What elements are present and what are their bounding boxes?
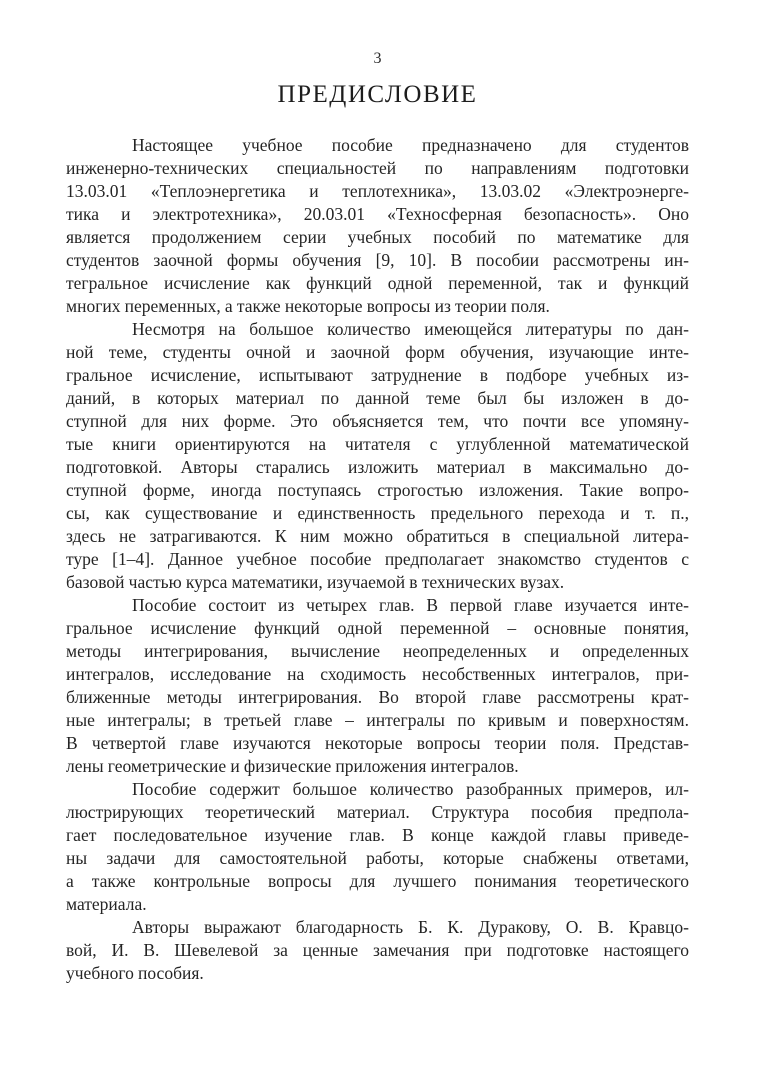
text-line: здесь не затрагиваются. К ним можно обратиться в специальной литера- bbox=[66, 526, 689, 546]
text-line: подготовкой. Авторы старались изложить материал в максимально до- bbox=[66, 457, 689, 477]
text-line: В четвертой главе изучаются некоторые вопросы теории поля. Представ- bbox=[66, 733, 689, 753]
page-number: 3 bbox=[373, 50, 382, 67]
document-body bbox=[66, 134, 689, 985]
paragraph bbox=[66, 134, 689, 318]
text-line: ближенные методы интегрирования. Во второй главе рассмотрены крат- bbox=[66, 687, 689, 707]
text-line: ступной для них форме. Это объясняется тем, что почти все упомяну- bbox=[66, 411, 689, 431]
text-line: ступной форме, иногда поступаясь строгостью изложения. Такие вопро- bbox=[66, 480, 689, 500]
text-line: тегральное исчисление как функций одной переменной, так и функций bbox=[66, 273, 689, 293]
text-line: Пособие содержит большое количество разобранных примеров, ил- bbox=[132, 779, 689, 799]
text-line: сы, как существование и единственность предельного перехода и т. п., bbox=[66, 503, 689, 523]
text-line: гральное исчисление, испытывают затруднение в подборе учебных из- bbox=[66, 365, 689, 385]
text-line: студентов заочной формы обучения [9, 10]. В пособии рассмотрены ин- bbox=[66, 250, 689, 270]
text-line: а также контрольные вопросы для лучшего понимания теоретического bbox=[66, 871, 689, 891]
text-line: вой, И. В. Шевелевой за ценные замечания при подготовке настоящего bbox=[66, 940, 689, 960]
text-line: ны задачи для самостоятельной работы, которые снабжены ответами, bbox=[66, 848, 689, 868]
paragraph bbox=[66, 318, 689, 594]
text-line: многих переменных, а также некоторые вопросы из теории поля. bbox=[66, 296, 550, 316]
text-line: туре [1–4]. Данное учебное пособие предполагает знакомство студентов с bbox=[66, 549, 689, 569]
text-line: даний, в которых материал по данной теме был бы изложен в до- bbox=[66, 388, 689, 408]
text-line: Настоящее учебное пособие предназначено для студентов bbox=[132, 135, 689, 155]
text-line: учебного пособия. bbox=[66, 963, 204, 983]
text-line: ной теме, студенты очной и заочной форм обучения, изучающие инте- bbox=[66, 342, 689, 362]
text-line: Пособие состоит из четырех глав. В первой главе изучается инте- bbox=[132, 595, 689, 615]
paragraph bbox=[66, 594, 689, 778]
text-line: гает последовательное изучение глав. В конце каждой главы приведе- bbox=[66, 825, 689, 845]
text-line: инженерно-технических специальностей по направлениям подготовки bbox=[66, 158, 689, 178]
text-line: Авторы выражают благодарность Б. К. Дуракову, О. В. Кравцо- bbox=[132, 917, 689, 937]
text-line: ные интегралы; в третьей главе – интегралы по кривым и поверхностям. bbox=[66, 710, 689, 730]
text-line: интегралов, исследование на сходимость несобственных интегралов, при- bbox=[66, 664, 689, 684]
text-line: лены геометрические и физические приложения интегралов. bbox=[66, 756, 519, 776]
text-line: 13.03.01 «Теплоэнергетика и теплотехника», 13.03.02 «Электроэнерге- bbox=[66, 181, 689, 201]
text-line: Несмотря на большое количество имеющейся литературы по дан- bbox=[132, 319, 689, 339]
page-title: ПРЕДИСЛОВИЕ bbox=[277, 81, 478, 108]
text-line: гральное исчисление функций одной переменной – основные понятия, bbox=[66, 618, 689, 638]
text-line: тика и электротехника», 20.03.01 «Техносферная безопасность». Оно bbox=[66, 204, 689, 224]
text-line: является продолжением серии учебных пособий по математике для bbox=[66, 227, 689, 247]
paragraph bbox=[66, 916, 689, 985]
paragraph bbox=[66, 778, 689, 916]
text-line: материала. bbox=[66, 894, 147, 914]
text-line: методы интегрирования, вычисление неопределенных и определенных bbox=[66, 641, 689, 661]
text-line: тые книги ориентируются на читателя с углубленной математической bbox=[66, 434, 689, 454]
text-line: люстрирующих теоретический материал. Структура пособия предпола- bbox=[66, 802, 689, 822]
text-line: базовой частью курса математики, изучаемой в технических вузах. bbox=[66, 572, 565, 592]
